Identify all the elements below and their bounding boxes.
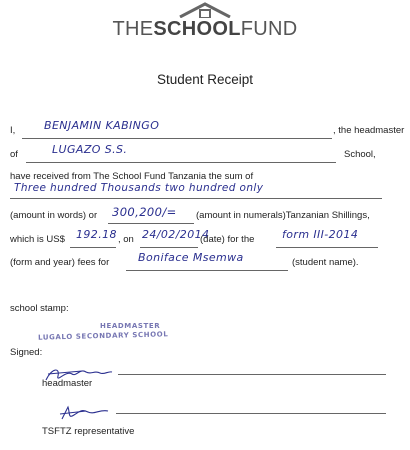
signed-label: Signed: — [10, 347, 43, 358]
date-underline — [140, 247, 198, 248]
representative-signature-line — [116, 413, 386, 414]
school-stamp-label: school stamp: — [10, 303, 69, 314]
label-student-name: (student name). — [292, 257, 359, 268]
school-name-value: LUGAZO S.S. — [52, 143, 128, 156]
label-the-headmaster: , the headmaster — [333, 125, 405, 136]
date-value: 24/02/2014 — [142, 228, 210, 241]
representative-label: TSFTZ representative — [42, 426, 135, 437]
student-name-value: Boniface Msemwa — [138, 251, 244, 264]
usd-value: 192.18 — [76, 228, 117, 241]
representative-signature-icon — [56, 403, 116, 423]
stamp-line-headmaster: HEADMASTER — [100, 322, 161, 330]
logo-suffix: FUND — [240, 18, 298, 40]
amount-words-value: Three hundred Thousands two hundred only — [14, 182, 264, 194]
headmaster-label: headmaster — [42, 378, 93, 389]
amount-numerals-value: 300,200/= — [112, 205, 177, 219]
school-underline — [26, 162, 336, 163]
name-underline — [22, 138, 332, 139]
receipt-title: Student Receipt — [156, 72, 254, 87]
student-underline — [126, 270, 288, 271]
amount-words-underline — [10, 198, 382, 199]
label-amount-in-words: (amount in words) or — [10, 210, 98, 221]
logo-bold: SCHOOL — [153, 18, 241, 40]
logo-wordmark — [0, 18, 410, 41]
form-year-value: form III-2014 — [282, 228, 359, 241]
label-which-is-usd: which is US$ — [10, 234, 65, 245]
headmaster-name-value: BENJAMIN KABINGO — [44, 119, 160, 132]
label-of: of — [10, 149, 18, 160]
logo-prefix: THE — [112, 18, 154, 40]
school-roof-logo-icon — [178, 2, 232, 18]
label-date-for-the: (date) for the — [200, 234, 255, 245]
usd-underline — [70, 247, 116, 248]
label-form-and-year: (form and year) fees for — [10, 257, 110, 268]
received-sentence: have received from The School Fund Tanzania the sum of — [10, 171, 254, 182]
label-i: I, — [10, 125, 16, 136]
form-underline — [276, 247, 378, 248]
headmaster-signature-line — [118, 374, 386, 375]
amount-numerals-underline — [108, 223, 194, 224]
label-school: School, — [344, 149, 376, 160]
label-amount-in-numerals: (amount in numerals)Tanzanian Shillings, — [196, 210, 370, 221]
stamp-line-school: LUGALO SECONDARY SCHOOL — [37, 330, 169, 342]
label-on: , on — [118, 234, 134, 245]
